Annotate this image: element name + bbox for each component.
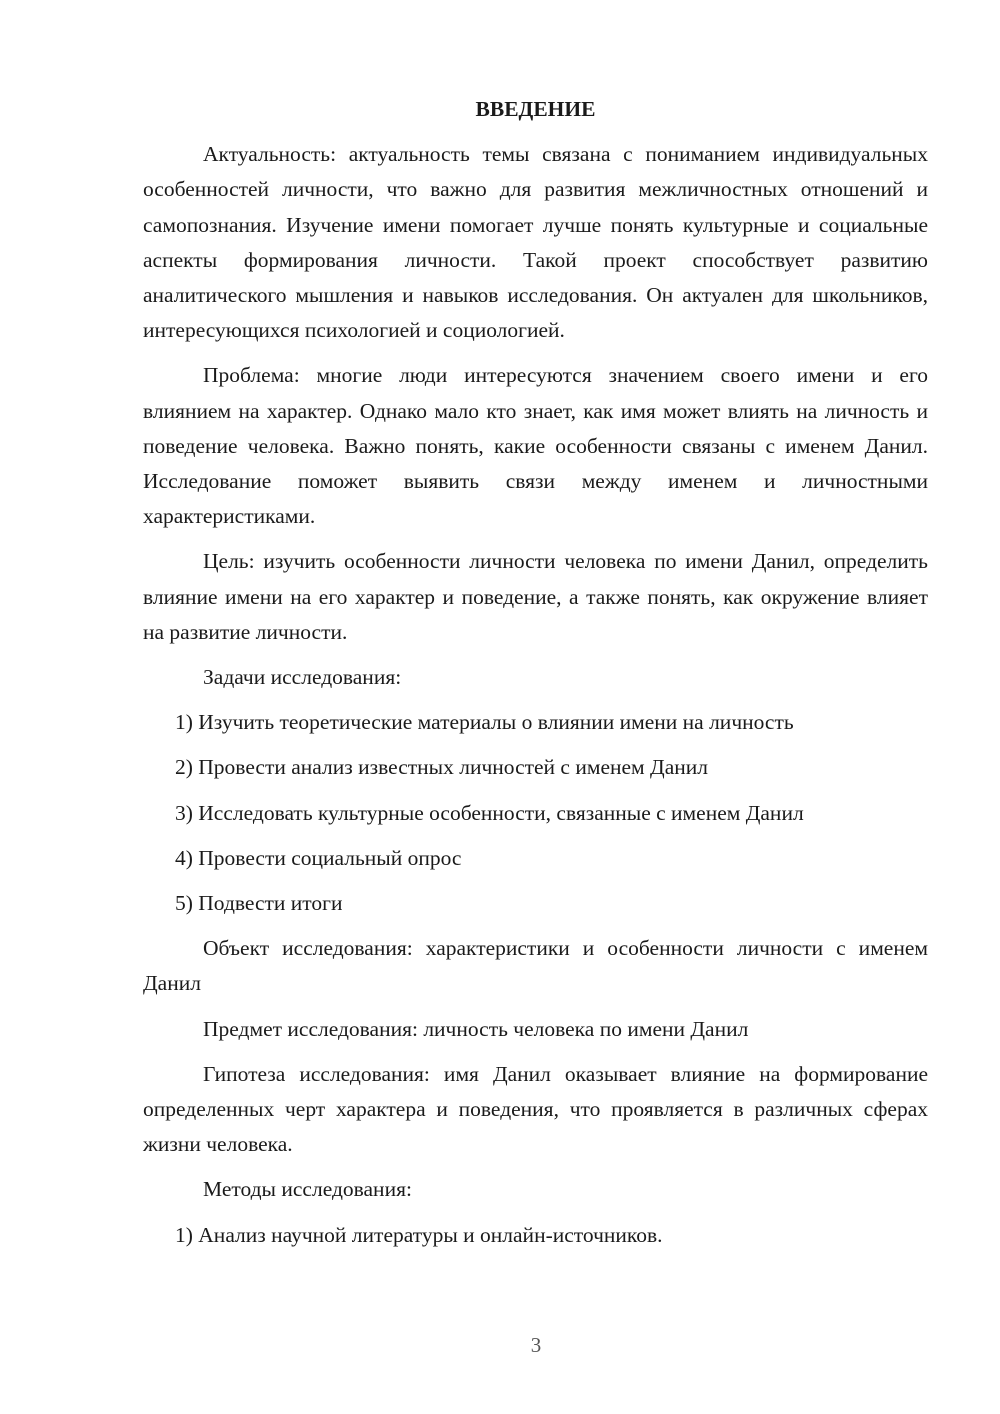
hypothesis-paragraph: Гипотеза исследования: имя Данил оказывает влияние на формирование определенных черт характера и поведения, что проявляется в различных сферах жизни человека.	[143, 1061, 928, 1157]
page-number: 3	[530, 1333, 542, 1357]
task-item: 5) Подвести итоги	[175, 891, 343, 916]
tasks-list	[143, 705, 928, 921]
subject-paragraph: Предмет исследования: личность человека по имени Данил	[203, 1016, 749, 1041]
task-item: 2) Провести анализ известных личностей с именем Данил	[175, 755, 708, 780]
tasks-heading: Задачи исследования:	[203, 665, 402, 690]
section-title: ВВЕДЕНИЕ	[475, 97, 596, 121]
methods-list	[143, 1218, 928, 1253]
method-item: 1) Анализ научной литературы и онлайн-источников.	[175, 1222, 663, 1247]
task-item: 3) Исследовать культурные особенности, связанные с именем Данил	[175, 800, 804, 825]
problem-paragraph: Проблема: многие люди интересуются значением своего имени и его влиянием на характер. Однако мало кто знает, как имя может влиять на личность и поведение человека. Важно понять, какие особенности связаны с именем Данил. Исследование поможет выявить связи между именем и личностными характеристиками.	[143, 363, 928, 529]
methods-heading: Методы исследования:	[203, 1177, 412, 1202]
goal-paragraph: Цель: изучить особенности личности человека по имени Данил, определить влияние имени на его характер и поведение, а также понять, как окружение влияет на развитие личности.	[143, 549, 928, 644]
document-page	[143, 92, 928, 1263]
task-item: 1) Изучить теоретические материалы о влиянии имени на личность	[175, 710, 794, 735]
task-item: 4) Провести социальный опрос	[175, 845, 462, 870]
relevance-paragraph: Актуальность: актуальность темы связана с пониманием индивидуальных особенностей личности, что важно для развития межличностных отношений и самопознания. Изучение имени помогает лучше понять культурные и социальные аспекты формирования личности. Такой проект способствует развитию аналитического мышления и навыков исследования. Он актуален для школьников, интересующихся психологией и социологией.	[143, 142, 928, 343]
object-paragraph: Объект исследования: характеристики и особенности личности с именем Данил	[143, 936, 928, 996]
